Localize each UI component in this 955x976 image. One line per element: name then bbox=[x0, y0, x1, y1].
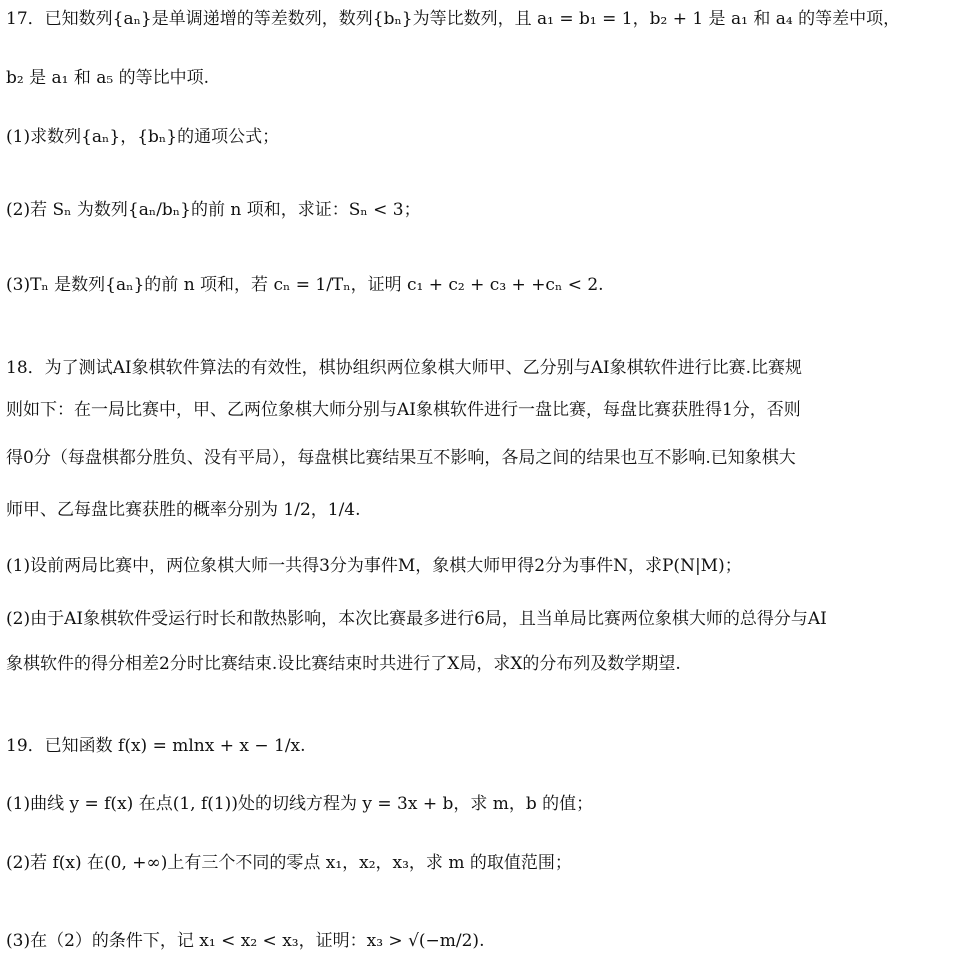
q18-line-3 bbox=[6, 445, 796, 471]
q18-line-1 bbox=[6, 355, 802, 381]
q17-part-2 bbox=[6, 197, 421, 223]
q18-part-2b bbox=[6, 651, 681, 677]
q18-part-1-text: (1)设前两局比赛中，两位象棋大师一共得3分为事件M，象棋大师甲得2分为事件N，求P(N|M)； bbox=[6, 556, 742, 576]
q19-part-2-text: (2)若 f(x) 在(0, +∞)上有三个不同的零点 x₁，x₂，x₃，求 m 的取值范围； bbox=[6, 853, 572, 873]
q17-part-3 bbox=[6, 272, 604, 298]
q18-part-1 bbox=[6, 553, 742, 579]
q19-part-3-text: (3)在（2）的条件下，记 x₁ < x₂ < x₃，证明：x₃ > √(−m/2). bbox=[6, 931, 485, 951]
q18-part-2b-text: 象棋软件的得分相差2分时比赛结束.设比赛结束时共进行了X局，求X的分布列及数学期望. bbox=[6, 654, 681, 674]
q19-part-1 bbox=[6, 791, 593, 817]
q18-line-1-text: 18．为了测试AI象棋软件算法的有效性，棋协组织两位象棋大师甲、乙分别与AI象棋软件进行比赛.比赛规 bbox=[6, 358, 803, 378]
q19-part-1-text: (1)曲线 y = f(x) 在点(1, f(1))处的切线方程为 y = 3x + b，求 m，b 的值； bbox=[6, 794, 594, 814]
q17-part-2-text: (2)若 Sₙ 为数列{aₙ/bₙ}的前 n 项和，求证：Sₙ < 3； bbox=[6, 200, 421, 220]
q18-line-2 bbox=[6, 397, 801, 423]
q18-part-2a bbox=[6, 606, 827, 632]
q18-line-2-text: 则如下：在一局比赛中，甲、乙两位象棋大师分别与AI象棋软件进行一盘比赛，每盘比赛获胜得1分，否则 bbox=[6, 400, 801, 420]
q17-line-2 bbox=[6, 65, 209, 91]
q18-line-3-text: 得0分（每盘棋都分胜负、没有平局），每盘棋比赛结果互不影响，各局之间的结果也互不影响.已知象棋大 bbox=[6, 448, 796, 468]
q19-part-2 bbox=[6, 850, 572, 876]
q17-part-3-text: (3)Tₙ 是数列{aₙ}的前 n 项和，若 cₙ = 1/Tₙ，证明 c₁ + c₂ + c₃ + +cₙ < 2. bbox=[6, 275, 604, 295]
q18-line-4-text: 师甲、乙每盘比赛获胜的概率分别为 1/2，1/4. bbox=[6, 500, 361, 520]
q17-part-1-text: (1)求数列{aₙ}，{bₙ}的通项公式； bbox=[6, 127, 280, 147]
q18-part-2a-text: (2)由于AI象棋软件受运行时长和散热影响，本次比赛最多进行6局，且当单局比赛两位象棋大师的总得分与AI bbox=[6, 609, 827, 629]
q17-line-1-text: 17．已知数列{aₙ}是单调递增的等差数列，数列{bₙ}为等比数列，且 a₁ = b₁ = 1，b₂ + 1 是 a₁ 和 a₄ 的等差中项， bbox=[6, 9, 901, 29]
q19-line-1 bbox=[6, 733, 306, 759]
q19-line-1-text: 19．已知函数 f(x) = mlnx + x − 1/x. bbox=[6, 736, 306, 756]
q19-part-3 bbox=[6, 928, 484, 954]
q17-line-2-text: b₂ 是 a₁ 和 a₅ 的等比中项. bbox=[6, 68, 210, 88]
q17-part-1 bbox=[6, 124, 279, 150]
q17-line-1 bbox=[6, 6, 900, 32]
q18-line-4 bbox=[6, 497, 361, 523]
